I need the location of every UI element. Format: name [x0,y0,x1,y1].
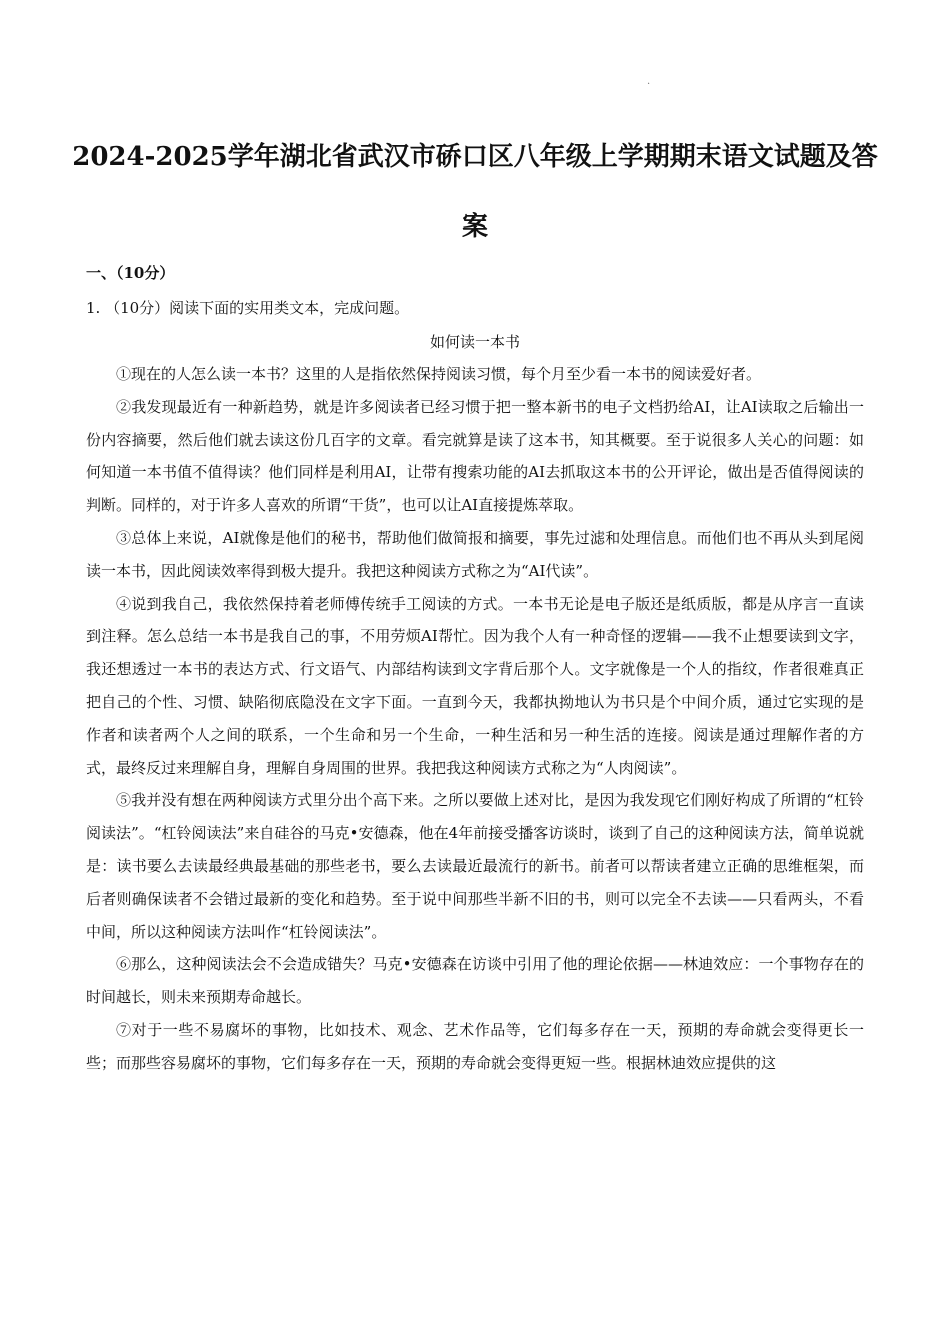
paragraph-1: ①现在的人怎么读一本书？这里的人是指依然保持阅读习惯，每个月至少看一本书的阅读爱好者。 [116,365,762,383]
document-title-line-2: 案 [461,212,488,242]
paragraph-7: ⑦对于一些不易腐坏的事物，比如技术、观念、艺术作品等，它们每多存在一天，预期的寿命就会变得更长一些；而那些容易腐坏的事物，它们每多存在一天，预期的寿命就会变得更短一些。根据林迪效应提供的这 [86,1020,864,1072]
section-heading: 一、（10分） [86,264,175,282]
paragraph-4: ④说到我自己，我依然保持着老师傅传统手工阅读的方式。一本书无论是电子版还是纸质版，都是从序言一直读到注释。怎么总结一本书是我自己的事，不用劳烦AI帮忙。因为我个人有一种奇怪的逻辑——我不止想要读到文字，我还想透过一本书的表达方式、行文语气、内部结构读到文字背后那个人。文字就像是一个人的指纹，作者很难真正把自己的个性、习惯、缺陷彻底隐没在文字下面。一直到今天，我都执拗地认为书只是个中间介质，通过它实现的是作者和读者两个人之间的联系，一个生命和另一个生命，一种生活和另一种生活的连接。阅读是通过理解作者的方式，最终反过来理解自身，理解自身周围的世界。我把我这种阅读方式称之为“人肉阅读”。 [86,594,864,777]
paragraph-6: ⑥那么，这种阅读法会不会造成错失？马克•安德森在访谈中引用了他的理论依据——林迪效应：一个事物存在的时间越长，则未来预期寿命越长。 [86,955,864,1007]
document-title-line-1: 2024-2025学年湖北省武汉市硚口区八年级上学期期末语文试题及答 [72,142,878,172]
paragraph-2: ②我发现最近有一种新趋势，就是许多阅读者已经习惯于把一整本新书的电子文档扔给AI，让AI读取之后输出一份内容摘要，然后他们就去读这份几百字的文章。看完就算是读了这本书，知其概要。至于说很多人关心的问题：如何知道一本书值不值得读？他们同样是利用AI，让带有搜索功能的AI去抓取这本书的公开评论，做出是否值得阅读的判断。同样的，对于许多人喜欢的所谓“干货”，也可以让AI直接提炼萃取。 [86,397,864,515]
article-body [86,358,864,1080]
paragraph-5: ⑤我并没有想在两种阅读方式里分出个高下来。之所以要做上述对比，是因为我发现它们刚好构成了所谓的“杠铃阅读法”。“杠铃阅读法”来自硅谷的马克•安德森，他在4年前接受播客访谈时，谈到了自己的这种阅读方法，简单说就是：读书要么去读最经典最基础的那些老书，要么去读最近最流行的新书。前者可以帮读者建立正确的思维框架，而后者则确保读者不会错过最新的变化和趋势。至于说中间那些半新不旧的书，则可以完全不去读——只看两头，不看中间，所以这种阅读方法叫作“杠铃阅读法”。 [86,791,864,941]
paragraph-3: ③总体上来说，AI就像是他们的秘书，帮助他们做简报和摘要，事先过滤和处理信息。而他们也不再从头到尾阅读一本书，因此阅读效率得到极大提升。我把这种阅读方式称之为“AI代读”。 [86,528,864,580]
article-title: 如何读一本书 [429,333,520,351]
header-dot: . [647,76,651,87]
question-stem: 1. （10分）阅读下面的实用类文本，完成问题。 [86,299,410,317]
